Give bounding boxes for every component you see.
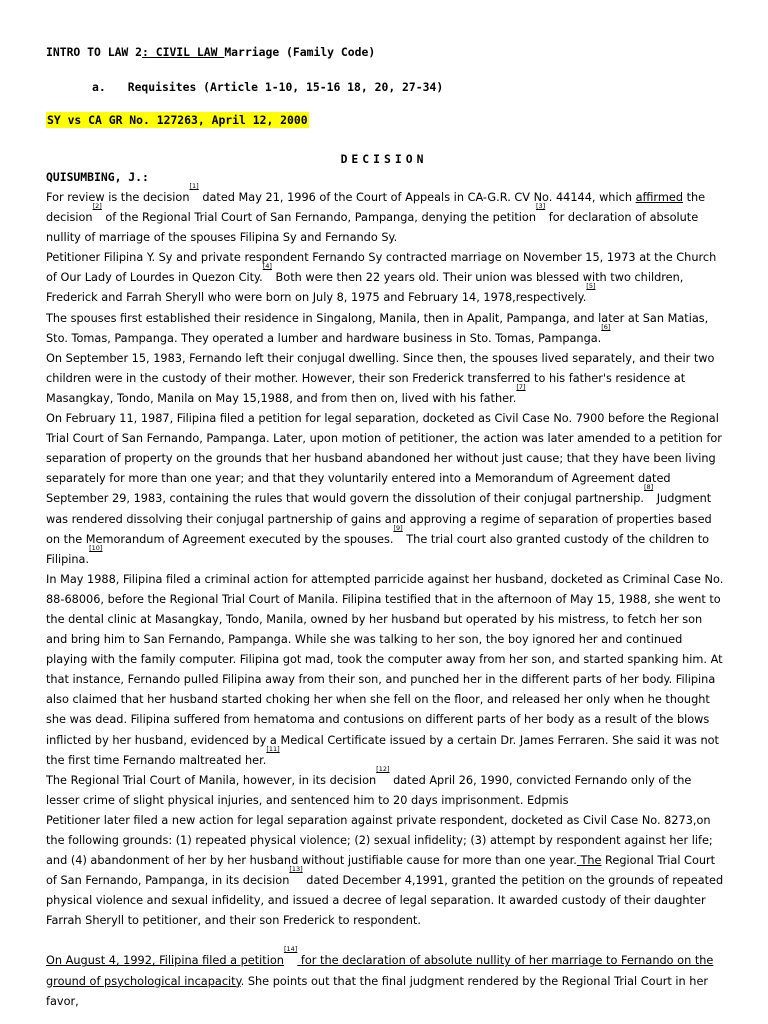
paragraph-6	[46, 570, 726, 771]
paragraph-5	[46, 409, 726, 570]
case-citation-highlight: SY vs CA GR No. 127263, April 12, 2000	[47, 113, 308, 127]
decision-heading: DECISION	[340, 152, 428, 166]
text-run: . She points out that the final judgment rendered by the Regional Trial Court in her favor,	[46, 974, 709, 1008]
paragraph-2	[46, 248, 726, 308]
text-run: the decision	[46, 191, 706, 225]
paragraph-9	[46, 945, 726, 1011]
text-run: Judgment was rendered dissolving their conjugal partnership of gains and approving a regime of separation of properties based on the Memorandum of Agreement executed by the spouses.	[46, 492, 712, 546]
text-run: The trial court also granted custody of the children to Filipina.	[46, 532, 710, 566]
text-run: for declaration of absolute nullity of marriage of the spouses Filipina Sy and Fernando Sy.	[46, 211, 699, 245]
text-run: In May 1988, Filipina filed a criminal action for attempted parricide against her husband, docketed as Criminal Case No. 88-68006, before the Regional Trial Court of Manila. Filipina testified that in the afternoon of May 15, 1988, she went to the dental clinic at Masangkay, Tondo, Manila, owned by her husband but operated by his mistress, to fetch her son and bring him to San Fernando, Pampanga. While she was talking to her son, the boy ignored her and continued playing with the family computer. Filipina got mad, took the computer away from her son, and started spanking him. At that instance, Fernando pulled Filipina away from their son, and punched her in the different parts of her body. Filipina also claimed that her husband started choking her when she fell on the floor, and released her only when he thought she was dead. Filipina suffered from hematoma and contusions on different parts of her body as a result of the blows inflicted by her husband, evidenced by a Medical Certificate issued by a certain Dr. James Ferraren. She said it was not the first time Fernando maltreated her.	[46, 572, 724, 767]
requisites-text: Requisites (Article 1-10, 15-16 18, 20, 27-34)	[127, 80, 444, 94]
paragraph-4	[46, 349, 726, 409]
course-subject: CIVIL LAW	[148, 45, 225, 59]
footnote-ref[interactable]: [2]	[92, 202, 102, 211]
text-run: dated December 4,1991, granted the petition on the grounds of repeated physical violence and sexual infidelity, and issued a decree of legal separation. It awarded custody of their daughter Farrah Sheryll to petitioner, and their son Frederick to respondent.	[46, 874, 724, 928]
footnote-ref[interactable]: [4]	[262, 262, 272, 271]
text-run: Both were then 22 years old. Their union was blessed with two children, Frederick and Farrah Sheryll who were born on July 8, 1975 and February 14, 1978,respectively.	[46, 271, 684, 305]
footnote-ref[interactable]: [12]	[376, 764, 390, 773]
paragraph-8	[46, 811, 726, 932]
text-run: The Regional Trial Court of Manila, however, in its decision	[46, 773, 377, 787]
text-run: On September 15, 1983, Fernando left their conjugal dwelling. Since then, the spouses lived separately, and their two children were in the custody of their mother. However, their son Frederick transferred to his father's residence at Masangkay, Tondo, Manila on May 15,1988, and from then on, lived with his father.	[46, 351, 715, 405]
paragraph-3	[46, 309, 726, 349]
footnote-ref[interactable]: [7]	[516, 382, 526, 391]
footnote-ref[interactable]: [11]	[266, 744, 280, 753]
underlined-text: for the declaration of absolute nullity of her marriage to Fernando on the ground of psychological incapacity	[46, 954, 714, 988]
underlined-text: On August 4, 1992, Filipina filed a petition	[46, 954, 284, 968]
underlined-text: affirmed	[635, 191, 683, 204]
text-run: dated April 26, 1990, convicted Fernando only of the lesser crime of slight physical injuries, and sentenced him to 20 days imprisonment. Edpmis	[46, 773, 692, 807]
text-run: The spouses first established their residence in Singalong, Manila, then in Apalit, Pampanga, and later at San Matias, Sto. Tomas, Pampanga. They operated a lumber and hardware business in Sto. Tomas, Pampanga.	[46, 311, 709, 345]
footnote-ref[interactable]: [8]	[644, 483, 654, 492]
text-run: Regional Trial Court of San Fernando, Pampanga, in its decision	[46, 854, 716, 888]
footnote-ref[interactable]: [5]	[586, 282, 596, 291]
footnote-ref[interactable]: [3]	[535, 202, 546, 211]
text-run: On February 11, 1987, Filipina filed a petition for legal separation, docketed as Civil Case No. 7900 before the Regional Trial Court of San Fernando, Pampanga. Later, upon motion of petitioner, the action was later amended to a petition for separation of property on the grounds that her husband abandoned her without just cause; that they have been living separately for more than one year; and that they voluntarily entered into a Memorandum of Agreement dated September 29, 1983, containing the rules that would govern the dissolution of their conjugal partnership.	[46, 412, 722, 506]
ponente: QUISUMBING, J.:	[46, 170, 149, 184]
text-run: Petitioner later filed a new action for legal separation against private respondent, docketed as Civil Case No. 8273,on the following grounds: (1) repeated physical violence; (2) sexual infidelity; (3) attempt by respondent against her life; and (4) abandonment of her by her husband without justifiable cause for more than one year.	[46, 813, 713, 868]
text-run: of the Regional Trial Court of San Fernando, Pampanga, denying the petition	[101, 211, 536, 225]
footnote-ref[interactable]: [6]	[601, 322, 611, 331]
paragraph-7	[46, 764, 726, 811]
footnote-ref[interactable]: [13]	[289, 865, 303, 874]
footnote-ref[interactable]: [1]	[189, 182, 199, 190]
list-marker: a.	[92, 80, 106, 94]
text-run: dated May 21, 1996 of the Court of Appeals in CA-G.R. CV No. 44144, which	[198, 191, 636, 204]
decision-body	[46, 182, 726, 1012]
footnote-ref[interactable]: [9]	[393, 523, 403, 532]
case-citation	[46, 113, 309, 127]
paragraph-1	[46, 182, 726, 248]
underlined-text: The	[576, 854, 602, 868]
text-run: Petitioner Filipina Y. Sy and private respondent Fernando Sy contracted marriage on November 15, 1973 at the Church of Our Lady of Lourdes in Quezon City.	[46, 251, 717, 285]
course-heading	[46, 45, 375, 59]
course-topic: Marriage (Family Code)	[224, 45, 376, 59]
footnote-ref[interactable]: [14]	[283, 945, 298, 954]
course-title: INTRO TO LAW 2	[46, 45, 143, 59]
course-colon: :	[142, 45, 149, 59]
text-run: For review is the decision	[46, 191, 190, 204]
footnote-ref[interactable]: [10]	[89, 543, 103, 552]
requisites-heading	[92, 80, 443, 94]
